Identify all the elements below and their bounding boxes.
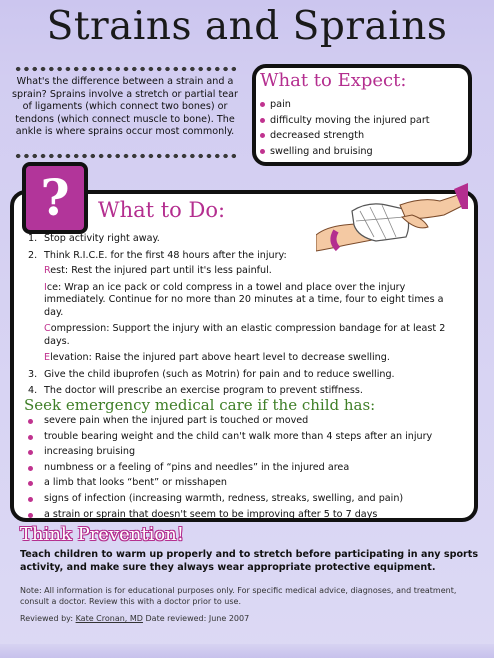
- disclaimer-note: Note: All information is for educational purposes only. For specific medical advice, diagnoses, and treatment, consult a doctor. Review this with a doctor prior to use.: [20, 586, 457, 606]
- bullet-icon: [260, 133, 265, 138]
- list-item: increasing bruising: [24, 444, 464, 460]
- list-item: decreased strength: [260, 128, 430, 144]
- list-item: severe pain when the injured part is touched or moved: [24, 413, 464, 429]
- bullet-icon: [28, 497, 33, 502]
- page-title: Strains and Sprains: [46, 4, 448, 49]
- list-item: pain: [260, 97, 430, 113]
- step-1: 1. Stop activity right away.: [28, 233, 160, 244]
- bullet-icon: [260, 118, 265, 123]
- rice-elevation: Elevation: Raise the injured part above heart level to decrease swelling.: [44, 352, 390, 363]
- bullet-icon: [260, 149, 265, 154]
- dotted-divider-bottom: [14, 153, 236, 159]
- prevention-text: Teach children to warm up properly and to stretch before participating in any sports activity, and make sure they always wear appropriate protective equipment.: [20, 549, 479, 573]
- what-to-expect-list: [260, 97, 430, 159]
- bullet-icon: [260, 102, 265, 107]
- rice-rest: Rest: Rest the injured part until it's less painful.: [44, 265, 272, 276]
- question-mark-icon: [22, 162, 88, 234]
- bullet-icon: [28, 419, 33, 424]
- list-item: difficulty moving the injured part: [260, 113, 430, 129]
- list-item: a limb that looks “bent” or misshapen: [24, 475, 464, 491]
- seek-care-heading: Seek emergency medical care if the child has:: [24, 396, 376, 414]
- list-item: numbness or a feeling of “pins and needles” in the injured area: [24, 460, 464, 476]
- step-2: 2. Think R.I.C.E. for the first 48 hours after the injury: Rest: Rest the injured part until it's less painful. Ice: Wrap an ice pack or cold compress in a towel and place over the injury immediately. Continue for no more than 20 minutes at a time, four to eight times a day. Compression: Support the injury with an elastic compression bandage for at least 2 days. Elevation: Raise the injured part above heart level to decrease swelling.: [24, 250, 464, 365]
- step-3: 3. Give the child ibuprofen (such as Motrin) for pain and to reduce swelling.: [28, 368, 395, 380]
- what-to-do-heading: What to Do:: [98, 198, 226, 222]
- what-to-expect-heading: What to Expect:: [260, 70, 407, 91]
- reviewed-by-label: Reviewed by:: [20, 614, 74, 623]
- footer-band: [0, 644, 494, 658]
- review-date: Date reviewed: June 2007: [145, 614, 250, 623]
- what-to-do-steps: [24, 233, 464, 402]
- bullet-icon: [28, 466, 33, 471]
- bullet-icon: [28, 481, 33, 486]
- dotted-divider-top: [14, 66, 236, 72]
- rice-list: [44, 265, 464, 365]
- list-item: a strain or sprain that doesn't seem to be improving after 5 to 7 days: [24, 507, 464, 523]
- review-info: [20, 614, 249, 623]
- bullet-icon: [28, 450, 33, 455]
- rice-ice: Ice: Wrap an ice pack or cold compress in a towel and place over the injury immediately. Continue for no more than 20 minutes at a time, four to eight times a day.: [44, 281, 444, 318]
- list-item: trouble bearing weight and the child can't walk more than 4 steps after an injury: [24, 429, 464, 445]
- bullet-icon: [28, 513, 33, 518]
- bullet-icon: [28, 435, 33, 440]
- list-item: signs of infection (increasing warmth, redness, streaks, swelling, and pain): [24, 491, 464, 507]
- step-4: 4. The doctor will prescribe an exercise program to prevent stiffness.: [28, 385, 363, 396]
- list-item: swelling and bruising: [260, 144, 430, 160]
- seek-care-list: [24, 413, 464, 522]
- reviewer-name: Kate Cronan, MD: [75, 614, 143, 623]
- question-mark-glyph: ?: [40, 168, 70, 227]
- rice-compression: Compression: Support the injury with an elastic compression bandage for at least 2 days.: [44, 323, 446, 347]
- intro-text: What's the difference between a strain and a sprain? Sprains involve a stretch or partial tear of ligaments (which connect two bones) or tendons (which connect muscle to bone). The ankle is where sprains occur most commonly.: [12, 76, 238, 138]
- think-prevention-heading: Think Prevention!: [20, 524, 185, 545]
